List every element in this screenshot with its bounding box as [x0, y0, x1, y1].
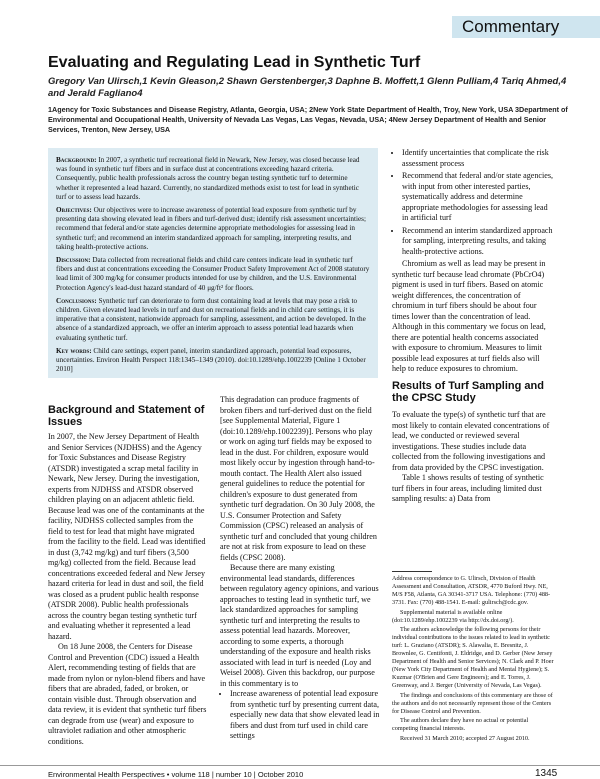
author-list: Gregory Van Ulirsch,1 Kevin Gleason,2 Shawn Gerstenberger,3 Daphne B. Moffett,1 Glenn Pulliam,4 Tariq Ahmed,4 and Jerald Fagliano4 — [48, 76, 567, 99]
footnote-supplemental: Supplemental material is available online (doi:10.1289/ehp.1002239 via http://dx.doi.org/). — [392, 608, 514, 624]
list-item: • Increase awareness of potential lead exposure from synthetic turf by presenting current data, especially new data that show elevated lead in fibers and dust from turf used in child care settings — [230, 689, 380, 742]
footnote-received: Received 31 March 2010; accepted 27 August 2010. — [400, 735, 530, 743]
footer-divider — [0, 765, 600, 766]
article-title: Evaluating and Regulating Lead in Synthetic Turf — [48, 54, 421, 71]
objectives-list — [220, 689, 380, 742]
paragraph: Chromium as well as lead may be present in synthetic turf because lead chromate (PbCrO4) pigment is used in turf fibers. Based on atomic weight differences, the concentration of chromium in turf fibers should be about four times lower than the concentration of lead. Although in this commentary we focus on lead, there are potential health concerns associated with exposure to chromium. Measures to limit possible lead exposures at turf fields also will help to reduce exposures to chromium. — [392, 259, 546, 373]
column-3 — [392, 148, 554, 375]
commentary-tab — [452, 16, 600, 38]
abstract-discussion-text: Data collected from recreational fields and child care centers indicate lead in synthetic turf fibers and dust at concentrations exceeding the Consumer Product Safety Improvement Act of 2008 statutory lead limit of 300 mg/kg for consumer products intended for use by children, and the U.S. Environmental Protection Agency's lead-dust hazard standard of 40 μg/ft² for floors. — [56, 256, 370, 292]
abstract-keywords — [56, 347, 370, 375]
column-2 — [220, 395, 380, 744]
section-heading-results: Results of Turf Sampling and the CPSC Study — [392, 380, 544, 404]
paragraph: This degradation can produce fragments of broken fibers and turf-derived dust on the field [see Supplemental Material, Figure 1 (doi:10.1289/ehp.1002239)]. Persons who play or work on aging turf fields may be exposed to lead in the dust. For children, exposure would most likely occur by ingestion through hand-to-mouth contact. The Health Alert also issued general guidelines to reduce the potential for children's exposure to dust generated from synthetic turf degradation. On 30 July 2008, the U.S. Consumer Protection and Safety Commission (CPSC) released an analysis of synthetic turf and concluded that young children are not at risk from exposure to lead on these fields (CPSC 2008). — [220, 395, 377, 562]
abstract-discussion — [56, 256, 370, 293]
paragraph: Table 1 shows results of testing of synthetic turf fibers in four areas, including limited dust sampling results: a) Data from — [392, 473, 544, 503]
paragraph: In 2007, the New Jersey Department of Health and Senior Services (NJDHSS) and the Agency for Toxic Substances and Disease Registry (ATSDR) investigated a scrap metal facility in Newark, New Jersey. During the investigation, experts from NJDHSS and ATSDR observed children playing on an adjacent athletic field. Because lead was one of the contaminants at the facility, NJDHSS collected samples from the field to test for lead that might have migrated from the facility to the field. Lead was identified in dust (3,742 mg/kg) and turf fibers (3,500 mg/kg) collected from the field. Because lead concentrations exceeded federal and New Jersey hazard criteria for lead in dust and soil, the field was closed as a prudent public health response (ATSDR 2008). Public health professionals across the country began testing synthetic turf and evaluating whether it represented a lead hazard. — [48, 432, 206, 641]
footnote-disclaimer: The findings and conclusions of this commentary are those of the authors and do not necessarily represent those of the Centers for Disease Control and Prevention. — [392, 691, 553, 715]
abstract-discussion-label: Discussion: — [56, 256, 91, 265]
abstract-keywords-text: Child care settings, expert panel, interim standardized approach, potential lead exposures, uncertainties. — [56, 346, 352, 365]
abstract-box — [48, 148, 378, 378]
abstract-citation: Environ Health Perspect 118:1345–1349 (2010). doi:10.1289/ehp.1002239 [Online 1 October 2010] — [56, 356, 366, 374]
paragraph: Because there are many existing environmental lead standards, differences between regulatory agency opinions, and various approaches to testing lead in synthetic turf, we lack standardized approaches for sampling synthetic turf and interpreting the results to assess potential lead hazards. Moreover, according to some experts, a thorough understanding of the exposure and health risks associated with lead in turf is needed (Loy and Weisel 2008). Given this backdrop, our purpose in this commentary is to — [220, 563, 379, 688]
abstract-conclusions-text: Synthetic turf can deteriorate to form dust containing lead at levels that may pose a risk to children. Given elevated lead levels in turf and dust on recreational fields and in child care settings, it is imperative that a consistent, nationwide approach for sampling, assessment, and action be developed. In the absence of a standardized approach, we offer an interim approach to assess potential lead hazards when evaluating synthetic turf. — [56, 296, 366, 342]
abstract-objectives-label: Objectives: — [56, 206, 92, 215]
objectives-list-continued — [392, 148, 554, 257]
list-item: • Identify uncertainties that complicate the risk assessment process — [402, 148, 554, 169]
list-item: • Recommend that federal and/or state agencies, with input from other interested parties, systematically address and determine appropriate methodologies for assessing lead in artificial turf — [402, 171, 554, 224]
page-number: 1345 — [535, 768, 558, 779]
paragraph: On 18 June 2008, the Centers for Disease Control and Prevention (CDC) issued a Health Alert, recommending testing of fields that are made from nylon or nylon-blend fibers and have fibers that are abraded, faded, or broken, or contain visible dust. Through observation and data review, it is evident that synthetic turf fibers can degrade from use (wear) and exposure to ultraviolet radiation and other atmospheric conditions. — [48, 642, 207, 746]
abstract-conclusions-label: Conclusions: — [56, 296, 97, 305]
abstract-objectives — [56, 206, 370, 252]
abstract-background-label: Background: — [56, 156, 97, 164]
section-heading-background: Background and Statement of Issues — [48, 404, 205, 428]
footnote-acknowledgments: The authors acknowledge the following persons for their individual contributions to the issues related to lead in synthetic turf: L. Graziano (ATSDR); S. Alawalia, E. Bresnitz, J. Brownlee, G. Centifonti, J. Eldridge, and D. Gerber (New Jersey Department of Health and Senior Services); N. Clark and P. Hoer (New York City Department of Health and Mental Hygiene); S. Kuzmar (O'Brien and Gere Engineers); and E. Torres, J. Greenway, and J. Berger (University of Nevada, Las Vegas). — [392, 626, 554, 689]
footer-journal: Environmental Health Perspectives • volume 118 | number 10 | October 2010 — [48, 770, 304, 779]
footnote-divider — [392, 571, 432, 572]
column-3-results — [392, 410, 554, 505]
abstract-conclusions — [56, 297, 370, 343]
abstract-background-text: In 2007, a synthetic turf recreational field in Newark, New Jersey, was closed because lead was found in synthetic turf fibers and in surface dust at concentrations exceeding hazard criteria. Consequently, public health professionals across the country began testing synthetic turf to determine whether it represented a lead hazard. Currently, no standardized methods exist to test for lead in synthetic turf or to assess lead hazards. — [56, 156, 360, 201]
column-1 — [48, 432, 208, 747]
footnote-competing-interests: The authors declare they have no actual or potential competing financial interests. — [392, 717, 529, 733]
commentary-label: Commentary — [462, 17, 560, 36]
abstract-keywords-label: Key words: — [56, 346, 92, 355]
affiliations: 1Agency for Toxic Substances and Disease Registry, Atlanta, Georgia, USA; 2New York State Department of Health, Troy, New York, USA 3Department of Environmental and Occupational Health, University of Nevada Las Vegas, Las Vegas, Nevada, USA; 4New Jersey Department of Health and Senior Services, Trenton, New Jersey, USA — [48, 105, 568, 134]
list-item: • Recommend an interim standardized approach for sampling, interpreting results, and taking health-protective actions. — [402, 226, 554, 258]
abstract-objectives-text: Our objectives were to increase awareness of potential lead exposure from synthetic turf by presenting data showing elevated lead in fibers and turf-derived dust; identify risk assessment uncertainties; recommend that federal and/or state agencies determine appropriate methodologies for assessing lead in synthetic turf; and recommend an interim standardized approach for sampling, interpreting results, and taking health-protective actions. — [56, 206, 366, 251]
footnote-address: Address correspondence to G. Ulirsch, Division of Health Assessment and Consultation, ATSDR, 4770 Buford Hwy. NE, M/S F58, Atlanta, GA 30341-3717 USA. Telephone: (770) 488-3731. Fax: (770) 488-1541. E-mail: gulirsch@cdc.gov. — [392, 575, 551, 606]
paragraph: To evaluate the type(s) of synthetic turf that are most likely to contain elevated concentrations of lead, we conducted or reviewed several investigations. These studies include data collected from the following investigations and from data provided by the CPSC investigation. — [392, 410, 550, 472]
abstract-background — [56, 156, 370, 202]
footnotes — [392, 575, 555, 745]
